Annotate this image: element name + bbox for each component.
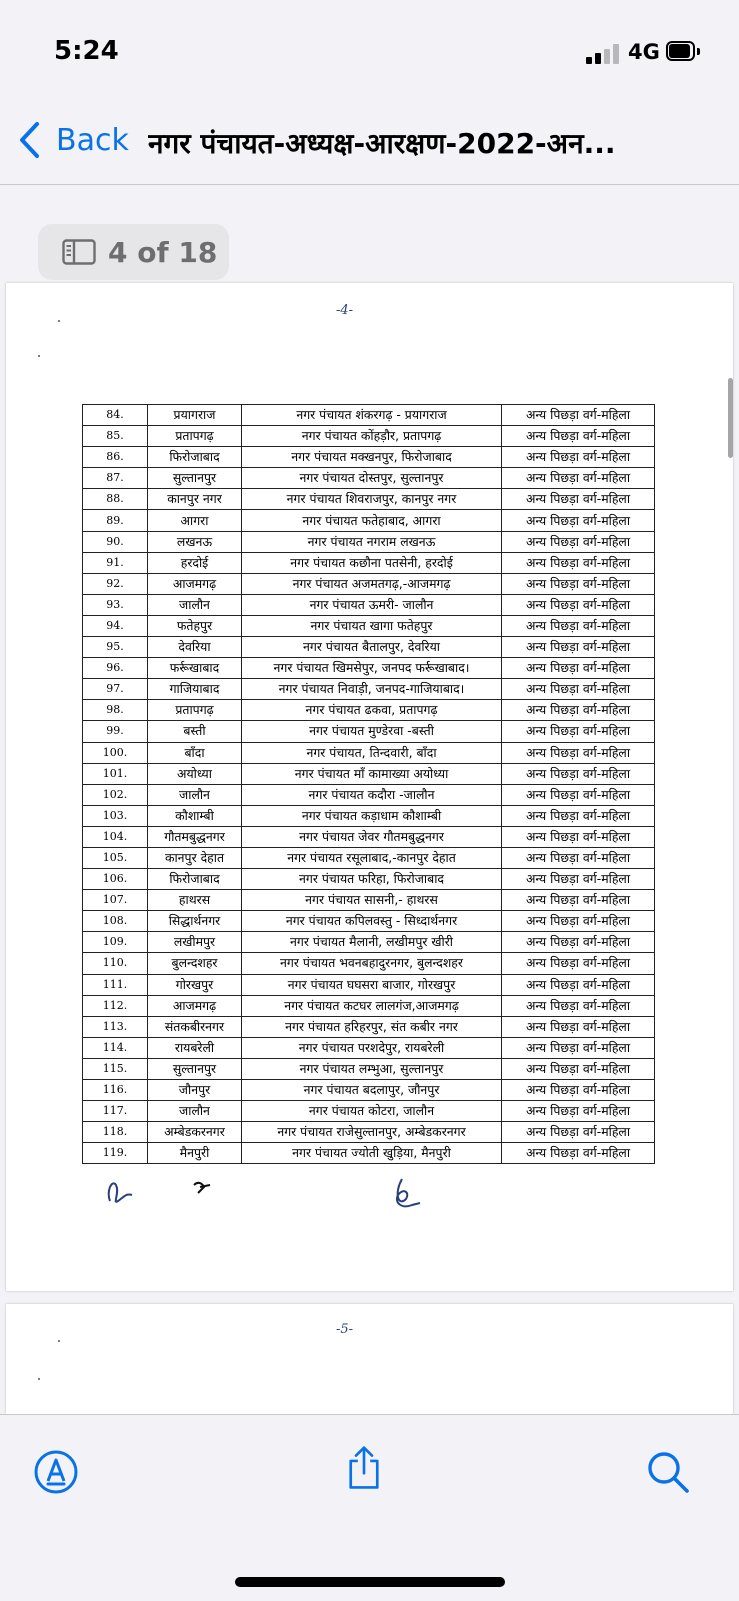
district-cell: प्रतापगढ़ <box>148 700 242 721</box>
table-row <box>83 658 655 679</box>
serial-number-cell: 92. <box>83 573 148 594</box>
nagar-panchayat-cell: नगर पंचायत कछौना पतसेनी, हरदोई <box>242 552 502 573</box>
reservation-category-cell: अन्य पिछड़ा वर्ग-महिला <box>502 426 655 447</box>
serial-number-cell: 85. <box>83 426 148 447</box>
nagar-panchayat-cell: नगर पंचायत दोस्तपुर, सुल्तानपुर <box>242 468 502 489</box>
table-row <box>83 1016 655 1037</box>
nagar-panchayat-cell: नगर पंचायत ढकवा, प्रतापगढ़ <box>242 700 502 721</box>
reservation-category-cell: अन्य पिछड़ा वर्ग-महिला <box>502 911 655 932</box>
reservation-category-cell: अन्य पिछड़ा वर्ग-महिला <box>502 531 655 552</box>
serial-number-cell: 100. <box>83 742 148 763</box>
nagar-panchayat-cell: नगर पंचायत बदलापुर, जौनपुर <box>242 1080 502 1101</box>
reservation-category-cell: अन्य पिछड़ा वर्ग-महिला <box>502 447 655 468</box>
nagar-panchayat-cell: नगर पंचायत कोंहड़ौर, प्रतापगढ़ <box>242 426 502 447</box>
district-cell: गौतमबुद्धनगर <box>148 826 242 847</box>
reservation-category-cell: अन्य पिछड़ा वर्ग-महिला <box>502 1058 655 1079</box>
reservation-category-cell: अन्य पिछड़ा वर्ग-महिला <box>502 847 655 868</box>
district-cell: जालौन <box>148 594 242 615</box>
table-row <box>83 805 655 826</box>
reservation-category-cell: अन्य पिछड़ा वर्ग-महिला <box>502 510 655 531</box>
scroll-indicator[interactable] <box>728 378 733 458</box>
serial-number-cell: 115. <box>83 1058 148 1079</box>
district-cell: सुल्तानपुर <box>148 1058 242 1079</box>
nagar-panchayat-cell: नगर पंचायत शंकरगढ़ - प्रयागराज <box>242 405 502 426</box>
battery-icon <box>666 41 701 63</box>
serial-number-cell: 105. <box>83 847 148 868</box>
nagar-panchayat-cell: नगर पंचायत राजेसुल्तानपुर, अम्बेडकरनगर <box>242 1122 502 1143</box>
district-cell: लखीमपुर <box>148 932 242 953</box>
serial-number-cell: 111. <box>83 974 148 995</box>
table-row <box>83 721 655 742</box>
reservation-category-cell: अन्य पिछड़ा वर्ग-महिला <box>502 1122 655 1143</box>
table-row <box>83 615 655 636</box>
district-cell: फिरोजाबाद <box>148 869 242 890</box>
table-row <box>83 637 655 658</box>
table-row <box>83 911 655 932</box>
district-cell: फतेहपुर <box>148 615 242 636</box>
serial-number-cell: 86. <box>83 447 148 468</box>
nagar-panchayat-cell: नगर पंचायत खिमसेपुर, जनपद फर्रूखाबाद। <box>242 658 502 679</box>
table-row <box>83 869 655 890</box>
serial-number-cell: 107. <box>83 890 148 911</box>
table-row <box>83 1143 655 1164</box>
table-row <box>83 974 655 995</box>
table-row <box>83 426 655 447</box>
district-cell: हाथरस <box>148 890 242 911</box>
network-type: 4G <box>628 40 660 64</box>
district-cell: जालौन <box>148 1101 242 1122</box>
back-button[interactable] <box>18 118 129 162</box>
table-row <box>83 784 655 805</box>
reservation-category-cell: अन्य पिछड़ा वर्ग-महिला <box>502 700 655 721</box>
district-cell: आजमगढ़ <box>148 995 242 1016</box>
scan-speck <box>58 320 60 322</box>
district-cell: सुल्तानपुर <box>148 468 242 489</box>
nagar-panchayat-cell: नगर पंचायत शिवराजपुर, कानपुर नगर <box>242 489 502 510</box>
nagar-panchayat-cell: नगर पंचायत कोटरा, जालौन <box>242 1101 502 1122</box>
district-cell: मैनपुरी <box>148 1143 242 1164</box>
table-row <box>83 700 655 721</box>
serial-number-cell: 96. <box>83 658 148 679</box>
nagar-panchayat-cell: नगर पंचायत कटघर लालगंज,आजमगढ़ <box>242 995 502 1016</box>
serial-number-cell: 90. <box>83 531 148 552</box>
district-cell: संतकबीरनगर <box>148 1016 242 1037</box>
nagar-panchayat-cell: नगर पंचायत निवाड़ी, जनपद-गाजियाबाद। <box>242 679 502 700</box>
table-row <box>83 1080 655 1101</box>
reservation-category-cell: अन्य पिछड़ा वर्ग-महिला <box>502 615 655 636</box>
serial-number-cell: 95. <box>83 637 148 658</box>
document-title: नगर पंचायत-अध्यक्ष-आरक्षण-2022-अन... <box>148 127 616 160</box>
reservation-table <box>82 404 655 1164</box>
table-row <box>83 953 655 974</box>
district-cell: लखनऊ <box>148 531 242 552</box>
markup-pen-icon[interactable] <box>33 1449 79 1495</box>
table-row <box>83 1058 655 1079</box>
table-row <box>83 742 655 763</box>
nagar-panchayat-cell: नगर पंचायत मक्खनपुर, फिरोजाबाद <box>242 447 502 468</box>
nagar-panchayat-cell: नगर पंचायत हरिहरपुर, संत कबीर नगर <box>242 1016 502 1037</box>
serial-number-cell: 89. <box>83 510 148 531</box>
reservation-category-cell: अन्य पिछड़ा वर्ग-महिला <box>502 1016 655 1037</box>
serial-number-cell: 88. <box>83 489 148 510</box>
scan-speck <box>58 1340 60 1342</box>
nagar-panchayat-cell: नगर पंचायत कड़ाधाम कौशाम्बी <box>242 805 502 826</box>
serial-number-cell: 103. <box>83 805 148 826</box>
reservation-category-cell: अन्य पिछड़ा वर्ग-महिला <box>502 552 655 573</box>
reservation-category-cell: अन्य पिछड़ा वर्ग-महिला <box>502 679 655 700</box>
serial-number-cell: 112. <box>83 995 148 1016</box>
district-cell: कानपुर देहात <box>148 847 242 868</box>
next-document-page <box>6 1304 733 1414</box>
district-cell: कानपुर नगर <box>148 489 242 510</box>
serial-number-cell: 119. <box>83 1143 148 1164</box>
table-row <box>83 1037 655 1058</box>
page-indicator[interactable] <box>38 224 229 280</box>
table-row <box>83 890 655 911</box>
sidebar-icon <box>62 239 96 265</box>
nagar-panchayat-cell: नगर पंचायत अजमतगढ़,-आजमगढ़ <box>242 573 502 594</box>
district-cell: जालौन <box>148 784 242 805</box>
page-number: -4- <box>336 303 354 318</box>
bottom-toolbar <box>0 1414 739 1601</box>
reservation-category-cell: अन्य पिछड़ा वर्ग-महिला <box>502 721 655 742</box>
district-cell: गाजियाबाद <box>148 679 242 700</box>
nagar-panchayat-cell: नगर पंचायत मैलानी, लखीमपुर खीरी <box>242 932 502 953</box>
district-cell: देवरिया <box>148 637 242 658</box>
table-row <box>83 763 655 784</box>
district-cell: हरदोई <box>148 552 242 573</box>
nagar-panchayat-cell: नगर पंचायत नगराम लखनऊ <box>242 531 502 552</box>
nagar-panchayat-cell: नगर पंचायत परशदेपुर, रायबरेली <box>242 1037 502 1058</box>
table-row <box>83 1101 655 1122</box>
home-indicator[interactable] <box>235 1577 505 1587</box>
back-label: Back <box>56 122 129 158</box>
district-cell: जौनपुर <box>148 1080 242 1101</box>
page-count: 4 of 18 <box>108 235 218 269</box>
table-row <box>83 679 655 700</box>
district-cell: अयोध्या <box>148 763 242 784</box>
table-row <box>83 594 655 615</box>
reservation-category-cell: अन्य पिछड़ा वर्ग-महिला <box>502 637 655 658</box>
reservation-category-cell: अन्य पिछड़ा वर्ग-महिला <box>502 932 655 953</box>
chevron-left-icon <box>18 121 40 159</box>
serial-number-cell: 117. <box>83 1101 148 1122</box>
status-bar <box>0 0 739 100</box>
nagar-panchayat-cell: नगर पंचायत माँ कामाख्या अयोध्या <box>242 763 502 784</box>
serial-number-cell: 108. <box>83 911 148 932</box>
status-time: 5:24 <box>54 36 119 66</box>
reservation-category-cell: अन्य पिछड़ा वर्ग-महिला <box>502 890 655 911</box>
district-cell: प्रयागराज <box>148 405 242 426</box>
district-cell: सिद्धार्थनगर <box>148 911 242 932</box>
district-cell: प्रतापगढ़ <box>148 426 242 447</box>
nagar-panchayat-cell: नगर पंचायत सासनी,- हाथरस <box>242 890 502 911</box>
reservation-category-cell: अन्य पिछड़ा वर्ग-महिला <box>502 953 655 974</box>
nagar-panchayat-cell: नगर पंचायत कपिलवस्तु - सिध्दार्थनगर <box>242 911 502 932</box>
reservation-category-cell: अन्य पिछड़ा वर्ग-महिला <box>502 1080 655 1101</box>
serial-number-cell: 110. <box>83 953 148 974</box>
reservation-category-cell: अन्य पिछड़ा वर्ग-महिला <box>502 1037 655 1058</box>
serial-number-cell: 113. <box>83 1016 148 1037</box>
nagar-panchayat-cell: नगर पंचायत बैतालपुर, देवरिया <box>242 637 502 658</box>
table-row <box>83 447 655 468</box>
serial-number-cell: 94. <box>83 615 148 636</box>
table-row <box>83 489 655 510</box>
district-cell: बुलन्दशहर <box>148 953 242 974</box>
serial-number-cell: 97. <box>83 679 148 700</box>
reservation-category-cell: अन्य पिछड़ा वर्ग-महिला <box>502 489 655 510</box>
table-row <box>83 405 655 426</box>
reservation-category-cell: अन्य पिछड़ा वर्ग-महिला <box>502 784 655 805</box>
reservation-category-cell: अन्य पिछड़ा वर्ग-महिला <box>502 742 655 763</box>
district-cell: फर्रूखाबाद <box>148 658 242 679</box>
reservation-category-cell: अन्य पिछड़ा वर्ग-महिला <box>502 826 655 847</box>
scan-speck <box>38 1378 40 1380</box>
reservation-category-cell: अन्य पिछड़ा वर्ग-महिला <box>502 658 655 679</box>
reservation-category-cell: अन्य पिछड़ा वर्ग-महिला <box>502 1101 655 1122</box>
table-row <box>83 932 655 953</box>
serial-number-cell: 102. <box>83 784 148 805</box>
reservation-category-cell: अन्य पिछड़ा वर्ग-महिला <box>502 1143 655 1164</box>
nagar-panchayat-cell: नगर पंचायत फतेहाबाद, आगरा <box>242 510 502 531</box>
scan-speck <box>38 355 40 357</box>
table-row <box>83 531 655 552</box>
navigation-bar <box>0 100 739 185</box>
serial-number-cell: 106. <box>83 869 148 890</box>
reservation-category-cell: अन्य पिछड़ा वर्ग-महिला <box>502 405 655 426</box>
nagar-panchayat-cell: नगर पंचायत लम्भुआ, सुल्तानपुर <box>242 1058 502 1079</box>
signature-marks <box>102 1171 462 1215</box>
nagar-panchayat-cell: नगर पंचायत जेवर गौतमबुद्धनगर <box>242 826 502 847</box>
reservation-category-cell: अन्य पिछड़ा वर्ग-महिला <box>502 805 655 826</box>
reservation-category-cell: अन्य पिछड़ा वर्ग-महिला <box>502 869 655 890</box>
nagar-panchayat-cell: नगर पंचायत ज्योती खुड़िया, मैनपुरी <box>242 1143 502 1164</box>
district-cell: कौशाम्बी <box>148 805 242 826</box>
reservation-category-cell: अन्य पिछड़ा वर्ग-महिला <box>502 594 655 615</box>
district-cell: अम्बेडकरनगर <box>148 1122 242 1143</box>
district-cell: रायबरेली <box>148 1037 242 1058</box>
serial-number-cell: 87. <box>83 468 148 489</box>
serial-number-cell: 114. <box>83 1037 148 1058</box>
district-cell: आगरा <box>148 510 242 531</box>
reservation-category-cell: अन्य पिछड़ा वर्ग-महिला <box>502 573 655 594</box>
nagar-panchayat-cell: नगर पंचायत घघसरा बाजार, गोरखपुर <box>242 974 502 995</box>
district-cell: फिरोजाबाद <box>148 447 242 468</box>
district-cell: आजमगढ़ <box>148 573 242 594</box>
table-row <box>83 847 655 868</box>
nagar-panchayat-cell: नगर पंचायत कदौरा -जालौन <box>242 784 502 805</box>
district-cell: बस्ती <box>148 721 242 742</box>
table-row <box>83 468 655 489</box>
table-row <box>83 1122 655 1143</box>
nagar-panchayat-cell: नगर पंचायत ऊमरी- जालौन <box>242 594 502 615</box>
share-icon[interactable] <box>341 1445 387 1491</box>
reservation-category-cell: अन्य पिछड़ा वर्ग-महिला <box>502 468 655 489</box>
serial-number-cell: 98. <box>83 700 148 721</box>
serial-number-cell: 109. <box>83 932 148 953</box>
reservation-category-cell: अन्य पिछड़ा वर्ग-महिला <box>502 974 655 995</box>
serial-number-cell: 104. <box>83 826 148 847</box>
district-cell: बाँदा <box>148 742 242 763</box>
reservation-category-cell: अन्य पिछड़ा वर्ग-महिला <box>502 995 655 1016</box>
nagar-panchayat-cell: नगर पंचायत रसूलाबाद,-कानपुर देहात <box>242 847 502 868</box>
search-icon[interactable] <box>645 1449 691 1495</box>
serial-number-cell: 118. <box>83 1122 148 1143</box>
table-row <box>83 995 655 1016</box>
document-page <box>6 283 733 1291</box>
nagar-panchayat-cell: नगर पंचायत फरिहा, फिरोजाबाद <box>242 869 502 890</box>
table-row <box>83 510 655 531</box>
table-row <box>83 826 655 847</box>
serial-number-cell: 93. <box>83 594 148 615</box>
nagar-panchayat-cell: नगर पंचायत खागा फतेहपुर <box>242 615 502 636</box>
serial-number-cell: 84. <box>83 405 148 426</box>
nagar-panchayat-cell: नगर पंचायत मुण्डेरवा -बस्ती <box>242 721 502 742</box>
district-cell: गोरखपुर <box>148 974 242 995</box>
serial-number-cell: 91. <box>83 552 148 573</box>
nagar-panchayat-cell: नगर पंचायत भवनबहादुरनगर, बुलन्दशहर <box>242 953 502 974</box>
table-row <box>83 552 655 573</box>
serial-number-cell: 99. <box>83 721 148 742</box>
nagar-panchayat-cell: नगर पंचायत, तिन्दवारी, बाँदा <box>242 742 502 763</box>
reservation-category-cell: अन्य पिछड़ा वर्ग-महिला <box>502 763 655 784</box>
table-row <box>83 573 655 594</box>
page-number-next: -5- <box>336 1322 354 1337</box>
serial-number-cell: 101. <box>83 763 148 784</box>
cellular-signal-icon <box>586 44 620 64</box>
serial-number-cell: 116. <box>83 1080 148 1101</box>
